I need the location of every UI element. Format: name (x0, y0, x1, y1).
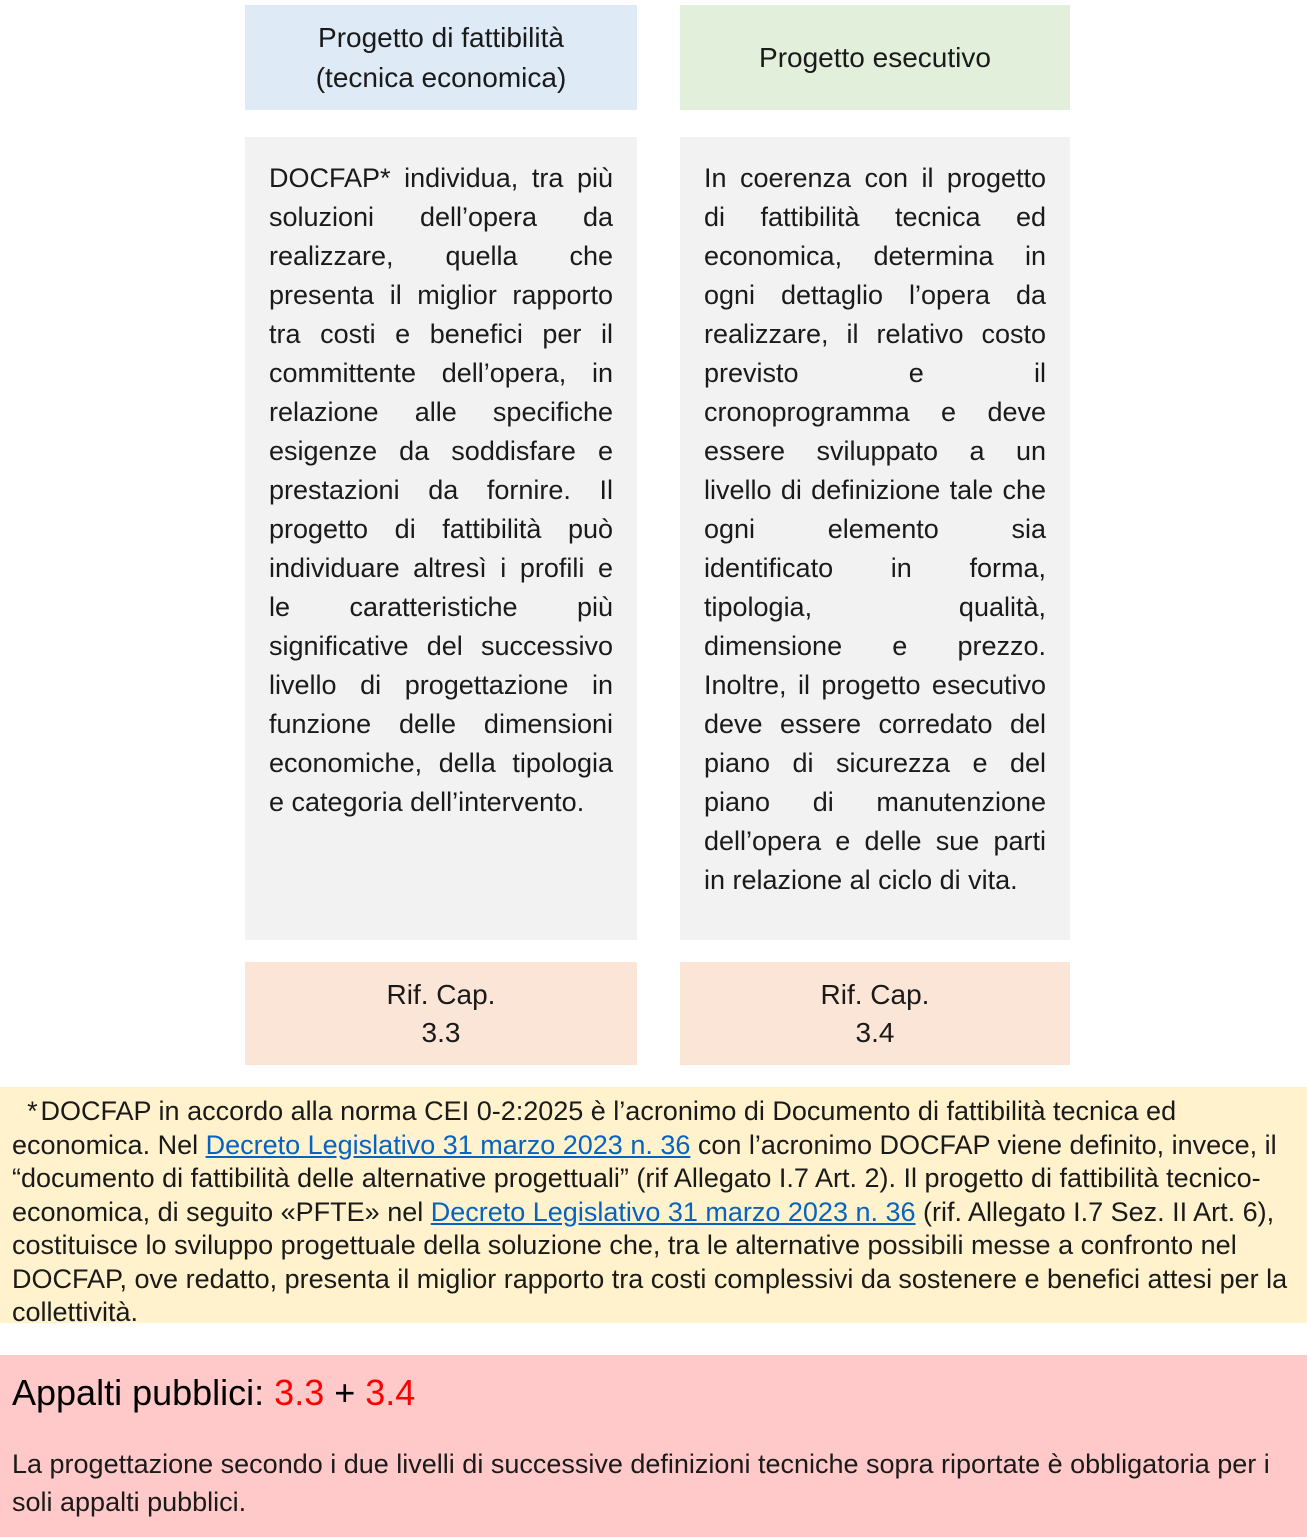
header-progetto-di-fattibilita-label: Progetto di fattibilità (tecnica economica) (315, 22, 567, 93)
footnote-docfap-band (0, 1087, 1307, 1327)
ref-cap-label: Rif. Cap. (386, 978, 496, 1010)
appalti-plus-sign: + (324, 1372, 366, 1413)
link-decreto-legislativo-2[interactable]: Decreto Legislativo 31 marzo 2023 n. 36 (430, 1196, 916, 1227)
ref-cap-box-3-4 (680, 962, 1070, 1065)
header-progetto-esecutivo (680, 5, 1070, 110)
appalti-pubblici-title (12, 1371, 1295, 1415)
appalti-title-prefix: Appalti pubblici: (12, 1372, 275, 1413)
ref-cap-value: 3.4 (855, 1016, 895, 1048)
header-progetto-di-fattibilita (245, 5, 637, 110)
appalti-pubblici-body: La progettazione secondo i due livelli di successive definizioni tecniche sopra riportate è obbligatoria per i soli appalti pubblici. (12, 1449, 1270, 1517)
description-box-fattibilita (245, 137, 637, 940)
appalti-pubblici-band (0, 1355, 1307, 1537)
footnote-text-1: DOCFAP in accordo alla norma CEI 0-2:2025 è l’acronimo di Documento di fattibilità tecnica ed economica. Nel (12, 1096, 1177, 1160)
footnote-asterisk: * (26, 1096, 37, 1126)
description-text-fattibilita: DOCFAP* individua, tra più soluzioni dell’opera da realizzare, quella che presenta il miglior rapporto tra costi e benefici per il committente dell’opera, in relazione alle specifiche esigenze da soddisfare e prestazioni da fornire. Il progetto di fattibilità può individuare altresì i profili e le caratteristiche più significative del successivo livello di progettazione in funzione delle dimensioni economiche, della tipologia e categoria dell’intervento. (269, 163, 613, 817)
footnote-text-2: con l’acronimo DOCFAP viene definito, invece, il “documento di fattibilità delle alternative progettuali” (rif Allegato I.7 Art. 2). Il progetto di fattibilità tecnico-economica, di seguito «PFTE» nel (12, 1129, 1277, 1227)
link-decreto-legislativo-1[interactable]: Decreto Legislativo 31 marzo 2023 n. 36 (205, 1129, 691, 1160)
appalti-ref-3-3: 3.3 (274, 1372, 325, 1413)
description-text-esecutivo: In coerenza con il progetto di fattibilità tecnica ed economica, determina in ogni dettaglio l’opera da realizzare, il relativo costo previsto e il cronoprogramma e deve essere sviluppato a un livello di definizione tale che ogni elemento sia identificato in forma, tipologia, qualità, dimensione e prezzo. Inoltre, il progetto esecutivo deve essere corredato del piano di sicurezza e del piano di manutenzione dell’opera e delle sue parti in relazione al ciclo di vita. (704, 163, 1046, 895)
ref-cap-box-3-3 (245, 962, 637, 1065)
ref-cap-value: 3.3 (421, 1016, 461, 1048)
ref-cap-label: Rif. Cap. (820, 978, 930, 1010)
footnote-text-3: (rif. Allegato I.7 Sez. II Art. 6), costituisce lo sviluppo progettuale della soluzione che, tra le alternative possibili messe a confronto nel DOCFAP, ove redatto, presenta il miglior rapporto tra costi complessivi da sostenere e benefici attesi per la collettività. (12, 1196, 1288, 1327)
footnote-paragraph (12, 1095, 1295, 1330)
appalti-ref-3-4: 3.4 (365, 1372, 416, 1413)
header-progetto-esecutivo-label: Progetto esecutivo (759, 41, 991, 73)
description-box-esecutivo (680, 137, 1070, 940)
